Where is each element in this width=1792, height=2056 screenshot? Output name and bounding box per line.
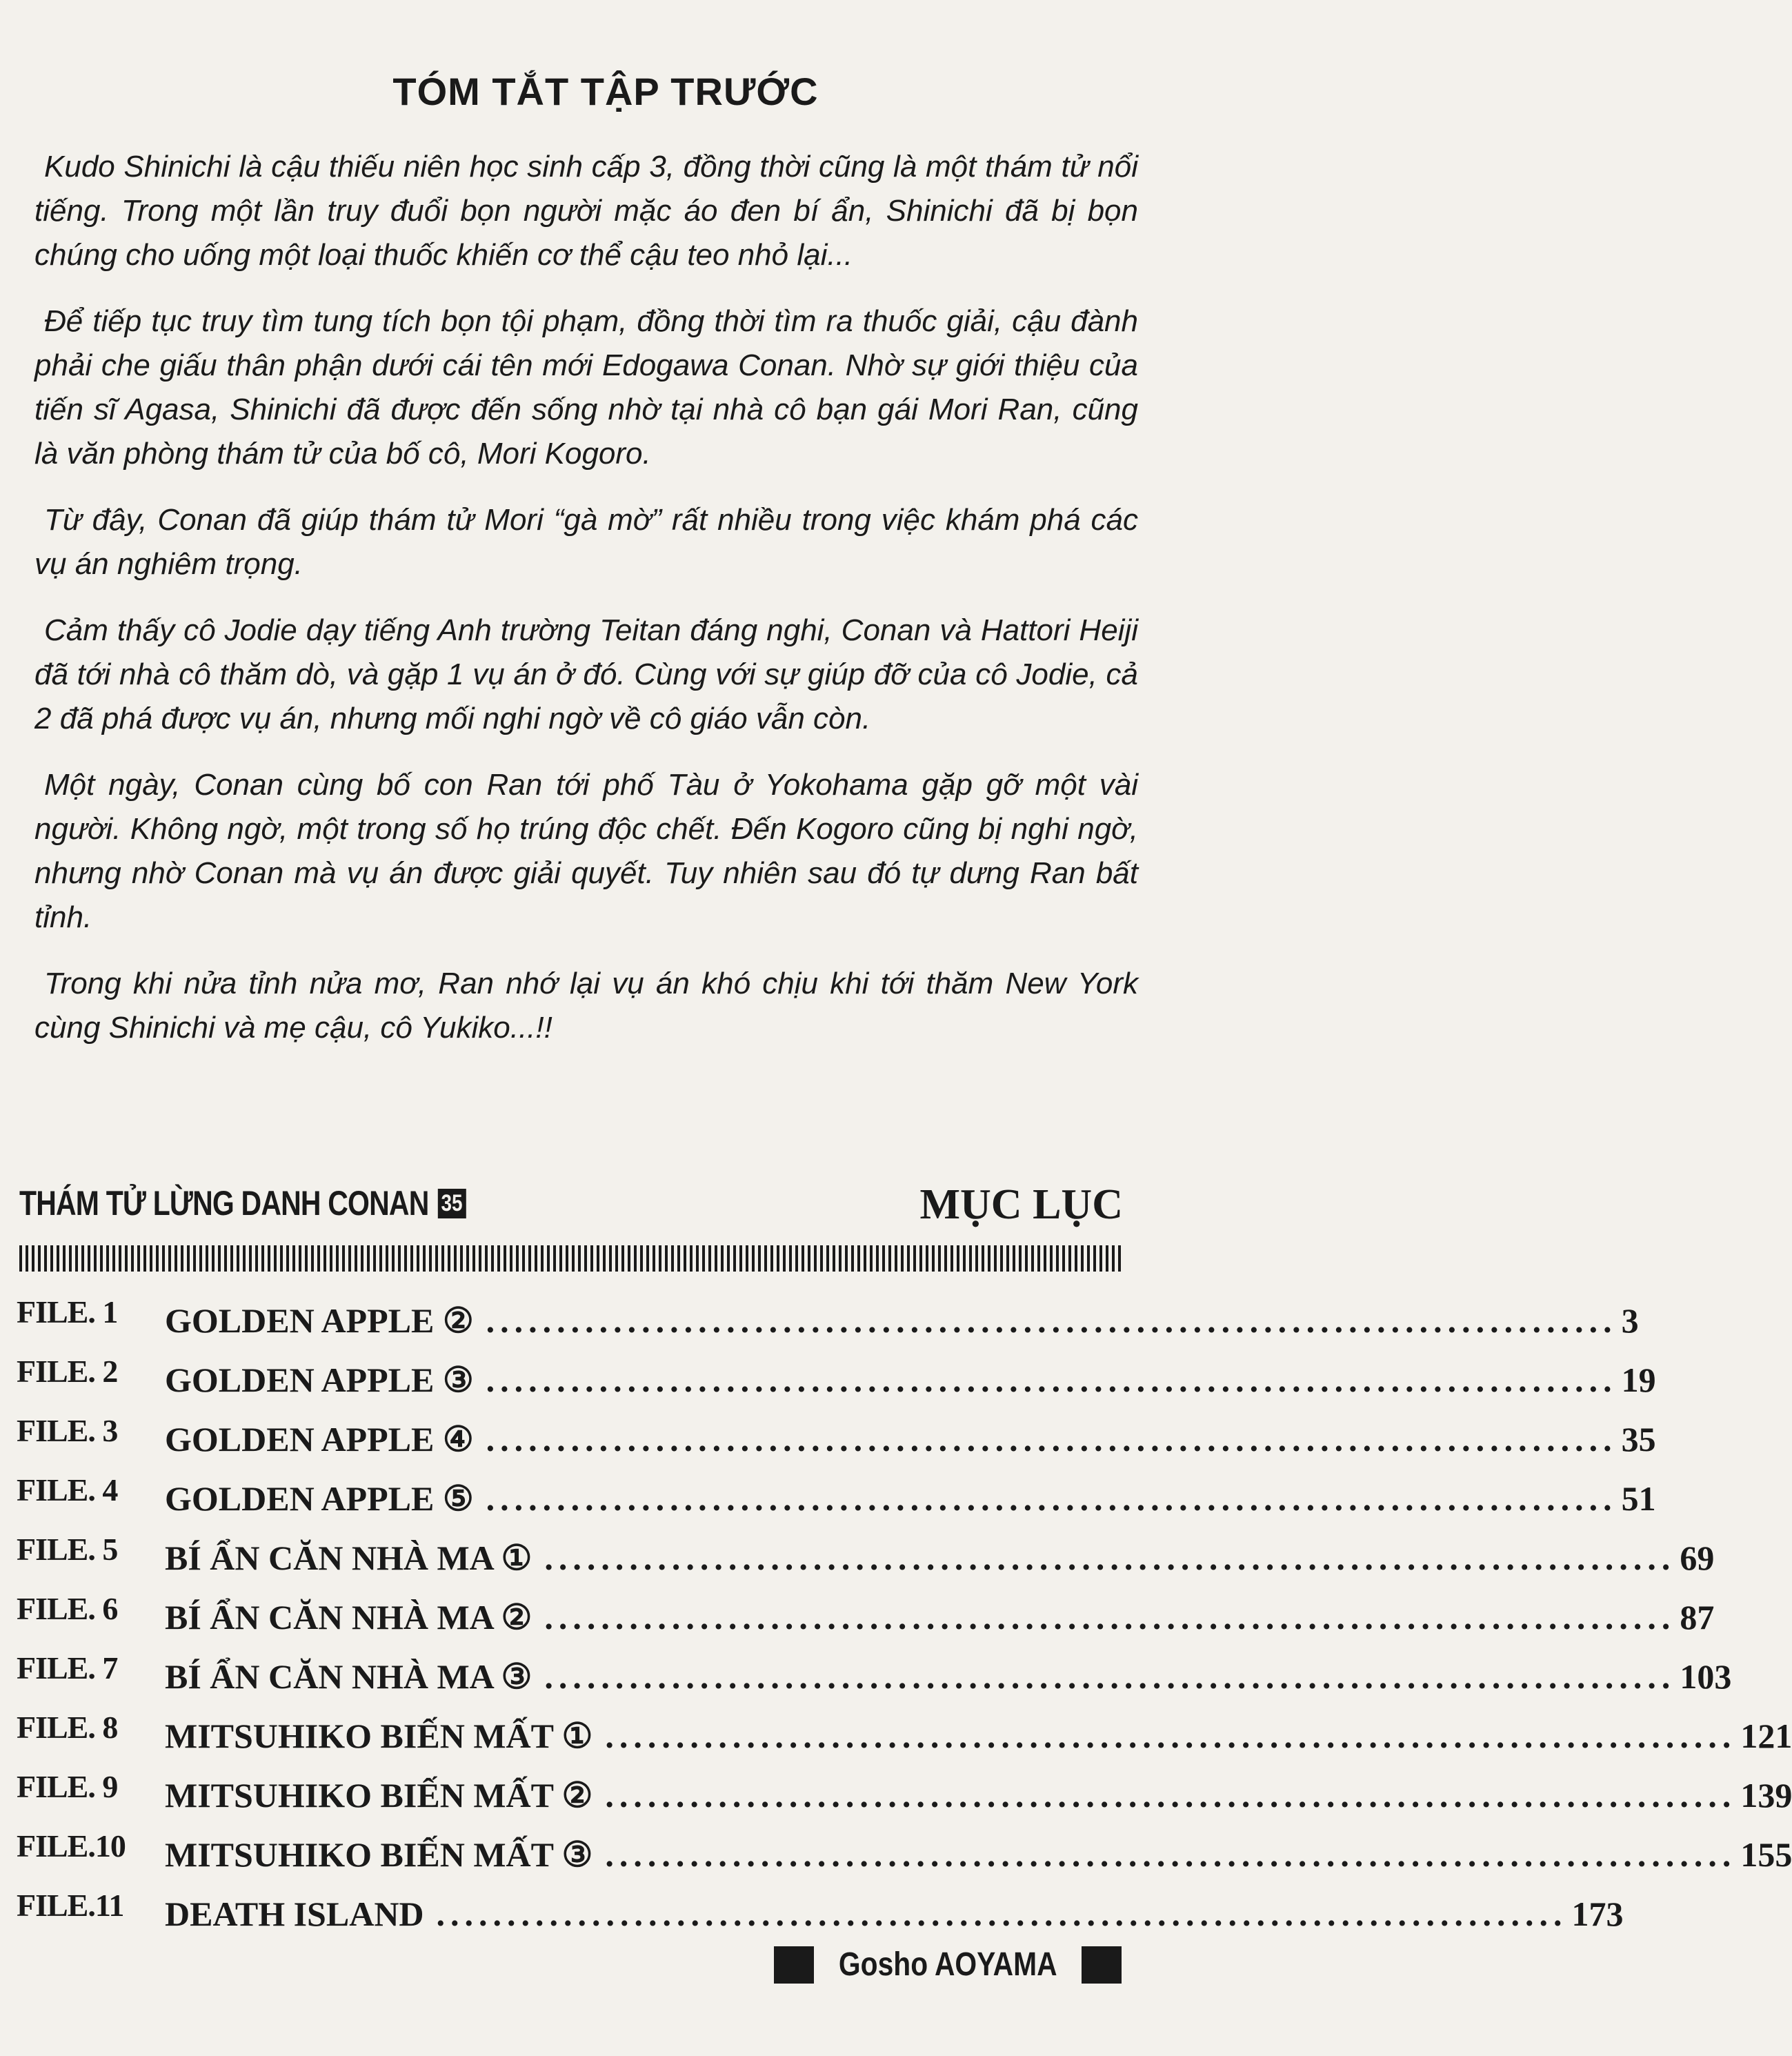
page-number: 35 — [1621, 1420, 1656, 1459]
chapter-title: MITSUHIKO BIẾN MẤT ① — [165, 1717, 593, 1755]
decorative-ruler — [19, 1245, 1122, 1272]
page-number: 103 — [1680, 1657, 1732, 1696]
dot-leader: ................................................................................ — [605, 1835, 1737, 1874]
chapter-title: BÍ ẨN CĂN NHÀ MA ③ — [165, 1657, 532, 1696]
volume-badge: 35 — [438, 1189, 466, 1218]
dot-leader: ................................................................................ — [486, 1361, 1617, 1399]
dot-leader: ................................................................................ — [544, 1657, 1676, 1696]
chapter-title: GOLDEN APPLE ② — [165, 1301, 474, 1340]
page-number: 19 — [1621, 1361, 1656, 1399]
chapter-title: GOLDEN APPLE ③ — [165, 1361, 474, 1399]
author-name: Gosho AOYAMA — [838, 1946, 1057, 1983]
page-number: 87 — [1680, 1598, 1715, 1637]
summary-paragraph: Cảm thấy cô Jodie dạy tiếng Anh trường Teitan đáng nghi, Conan và Hattori Heiji đã tới nhà cô thăm dò, và gặp 1 vụ án ở đó. Cùng với sự giúp đỡ của cô Jodie, cả 2 đã phá được vụ án, nhưng mối nghi ngờ về cô giáo vẫn còn. — [34, 613, 1138, 735]
toc-entry[interactable] — [17, 1294, 1639, 1353]
file-number: FILE.11 — [17, 1888, 124, 1923]
decorative-block — [774, 1946, 814, 1984]
summary-title: TÓM TẮT TẬP TRƯỚC — [392, 70, 819, 113]
dot-leader: ................................................................................ — [486, 1420, 1617, 1459]
file-number: FILE. 8 — [17, 1710, 118, 1745]
series-title — [19, 1183, 466, 1223]
contents-heading: MỤC LỤC — [919, 1181, 1123, 1228]
summary-paragraph: Một ngày, Conan cùng bố con Ran tới phố Tàu ở Yokohama gặp gỡ một vài người. Không ngờ, một trong số họ trúng độc chết. Đến Kogoro cũng bị nghi ngờ, nhưng nhờ Conan mà vụ án được giải quyết. Tuy nhiên sau đó tự dưng Ran bất tỉnh. — [34, 768, 1138, 934]
decorative-block — [1082, 1946, 1122, 1984]
toc-entry[interactable] — [17, 1590, 1715, 1650]
chapter-title: MITSUHIKO BIẾN MẤT ② — [165, 1776, 593, 1815]
file-number: FILE.10 — [17, 1828, 126, 1864]
file-number: FILE. 5 — [17, 1532, 118, 1567]
summary-text — [34, 145, 1138, 1072]
page-number: 173 — [1571, 1895, 1624, 1933]
page-number: 121 — [1740, 1717, 1792, 1755]
dot-leader: ................................................................................ — [605, 1776, 1737, 1815]
chapter-title: MITSUHIKO BIẾN MẤT ③ — [165, 1835, 593, 1874]
dot-leader: ................................................................................ — [605, 1717, 1737, 1755]
summary-paragraph: Để tiếp tục truy tìm tung tích bọn tội phạm, đồng thời tìm ra thuốc giải, cậu đành phải che giấu thân phận dưới cái tên mới Edogawa Conan. Nhờ sự giới thiệu của tiến sĩ Agasa, Shinichi đã được đến sống nhờ tại nhà cô bạn gái Mori Ran, cũng là văn phòng thám tử của bố cô, Mori Kogoro. — [34, 304, 1138, 471]
page-number: 139 — [1740, 1776, 1792, 1815]
dot-leader: ................................................................................ — [544, 1539, 1676, 1577]
dot-leader: ................................................................................ — [486, 1301, 1617, 1340]
toc-entry[interactable] — [17, 1531, 1715, 1590]
file-number: FILE. 1 — [17, 1294, 118, 1330]
page-number: 155 — [1740, 1835, 1792, 1874]
chapter-title: GOLDEN APPLE ⑤ — [165, 1479, 474, 1518]
page-number: 3 — [1621, 1301, 1639, 1340]
file-number: FILE. 7 — [17, 1650, 118, 1686]
summary-paragraph: Trong khi nửa tỉnh nửa mơ, Ran nhớ lại vụ án khó chịu khi tới thăm New York cùng Shinichi và mẹ cậu, cô Yukiko...!! — [34, 967, 1138, 1045]
series-name: THÁM TỬ LỪNG DANH CONAN — [19, 1184, 429, 1223]
toc-entry[interactable] — [17, 1887, 1624, 1946]
dot-leader: ................................................................................ — [544, 1598, 1676, 1637]
page-number: 69 — [1680, 1539, 1715, 1577]
toc-entry[interactable] — [17, 1709, 1792, 1768]
chapter-title: BÍ ẨN CĂN NHÀ MA ② — [165, 1598, 532, 1637]
file-number: FILE. 9 — [17, 1769, 118, 1804]
chapter-title: GOLDEN APPLE ④ — [165, 1420, 474, 1459]
toc-entry[interactable] — [17, 1650, 1732, 1709]
toc-entry[interactable] — [17, 1828, 1792, 1887]
toc-entry[interactable] — [17, 1412, 1656, 1472]
toc-header — [19, 1183, 1123, 1245]
chapter-title: DEATH ISLAND — [165, 1895, 424, 1933]
file-number: FILE. 4 — [17, 1472, 118, 1508]
file-number: FILE. 3 — [17, 1413, 118, 1448]
toc-entry[interactable] — [17, 1353, 1656, 1412]
chapter-title: BÍ ẨN CĂN NHÀ MA ① — [165, 1539, 532, 1577]
author-credit — [774, 1946, 1122, 1984]
toc-entry[interactable] — [17, 1472, 1656, 1531]
table-of-contents — [17, 1294, 1792, 1946]
dot-leader: ................................................................................ — [486, 1479, 1617, 1518]
page-number: 51 — [1621, 1479, 1656, 1518]
file-number: FILE. 6 — [17, 1591, 118, 1626]
dot-leader: ................................................................................ — [436, 1895, 1568, 1933]
summary-paragraph: Từ đây, Conan đã giúp thám tử Mori “gà mờ” rất nhiều trong việc khám phá các vụ án nghiêm trọng. — [34, 503, 1138, 581]
file-number: FILE. 2 — [17, 1354, 118, 1389]
summary-paragraph: Kudo Shinichi là cậu thiếu niên học sinh cấp 3, đồng thời cũng là một thám tử nổi tiếng. Trong một lần truy đuổi bọn người mặc áo đen bí ẩn, Shinichi đã bị bọn chúng cho uống một loại thuốc khiến cơ thể cậu teo nhỏ lại... — [34, 150, 1138, 272]
toc-entry[interactable] — [17, 1768, 1792, 1828]
